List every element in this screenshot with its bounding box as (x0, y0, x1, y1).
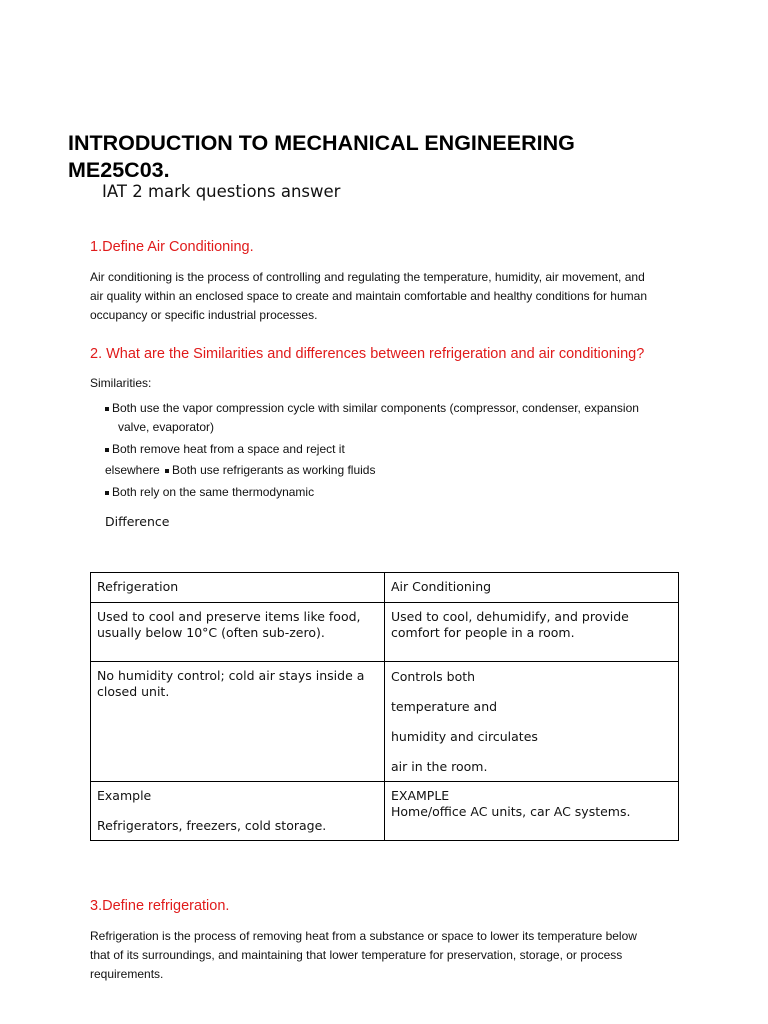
table-header-row (91, 573, 679, 603)
question-2-heading: 2. What are the Similarities and differences between refrigeration and air conditioning? (90, 346, 645, 362)
table-cell: Example Refrigerators, freezers, cold storage. (91, 782, 385, 841)
difference-label: Difference (105, 514, 170, 529)
table-header-cell: Refrigeration (91, 573, 385, 603)
bullet-item: Both remove heat from a space and reject it (105, 442, 345, 456)
table-cell: No humidity control; cold air stays inside a closed unit. (91, 662, 385, 782)
answer-line: that of its surroundings, and maintaining that lower temperature for preservation, storage, or process (90, 948, 623, 962)
bullet-icon (105, 491, 109, 495)
table-cell: Controls both temperature and humidity and circulates air in the room. (385, 662, 679, 782)
title-line-1: INTRODUCTION TO MECHANICAL ENGINEERING (68, 131, 575, 155)
document-subtitle: IAT 2 mark questions answer (102, 182, 341, 201)
bullet-item: elsewhere Both use refrigerants as working fluids (105, 463, 376, 477)
question-3-heading: 3.Define refrigeration. (90, 898, 230, 914)
table-header-cell: Air Conditioning (385, 573, 679, 603)
title-line-2: ME25C03. (68, 158, 170, 182)
similarities-label: Similarities: (90, 376, 152, 390)
question-1-answer (90, 268, 690, 325)
question-1-heading: 1.Define Air Conditioning. (90, 239, 254, 255)
table-cell: EXAMPLE Home/office AC units, car AC systems. (385, 782, 679, 841)
table-row (91, 662, 679, 782)
answer-line: air quality within an enclosed space to create and maintain comfortable and healthy conditions for human (90, 289, 647, 303)
bullet-item-continuation: valve, evaporator) (118, 420, 215, 434)
bullet-item: Both rely on the same thermodynamic (105, 485, 314, 499)
table-cell: Used to cool and preserve items like food, usually below 10°C (often sub-zero). (91, 603, 385, 662)
question-3-answer (90, 927, 690, 984)
answer-line: Air conditioning is the process of controlling and regulating the temperature, humidity, air movement, and (90, 270, 645, 284)
bullet-icon (105, 407, 109, 411)
bullet-icon (165, 469, 169, 473)
bullet-item: Both use the vapor compression cycle with similar components (compressor, condenser, expansion (105, 401, 639, 415)
table-row (91, 782, 679, 841)
bullet-icon (105, 448, 109, 452)
answer-line: occupancy or specific industrial processes. (90, 308, 318, 322)
comparison-table (90, 572, 679, 841)
table-cell: Used to cool, dehumidify, and provide comfort for people in a room. (385, 603, 679, 662)
answer-line: requirements. (90, 967, 164, 981)
answer-line: Refrigeration is the process of removing heat from a substance or space to lower its temperature below (90, 929, 637, 943)
table-row (91, 603, 679, 662)
document-title (68, 130, 575, 184)
